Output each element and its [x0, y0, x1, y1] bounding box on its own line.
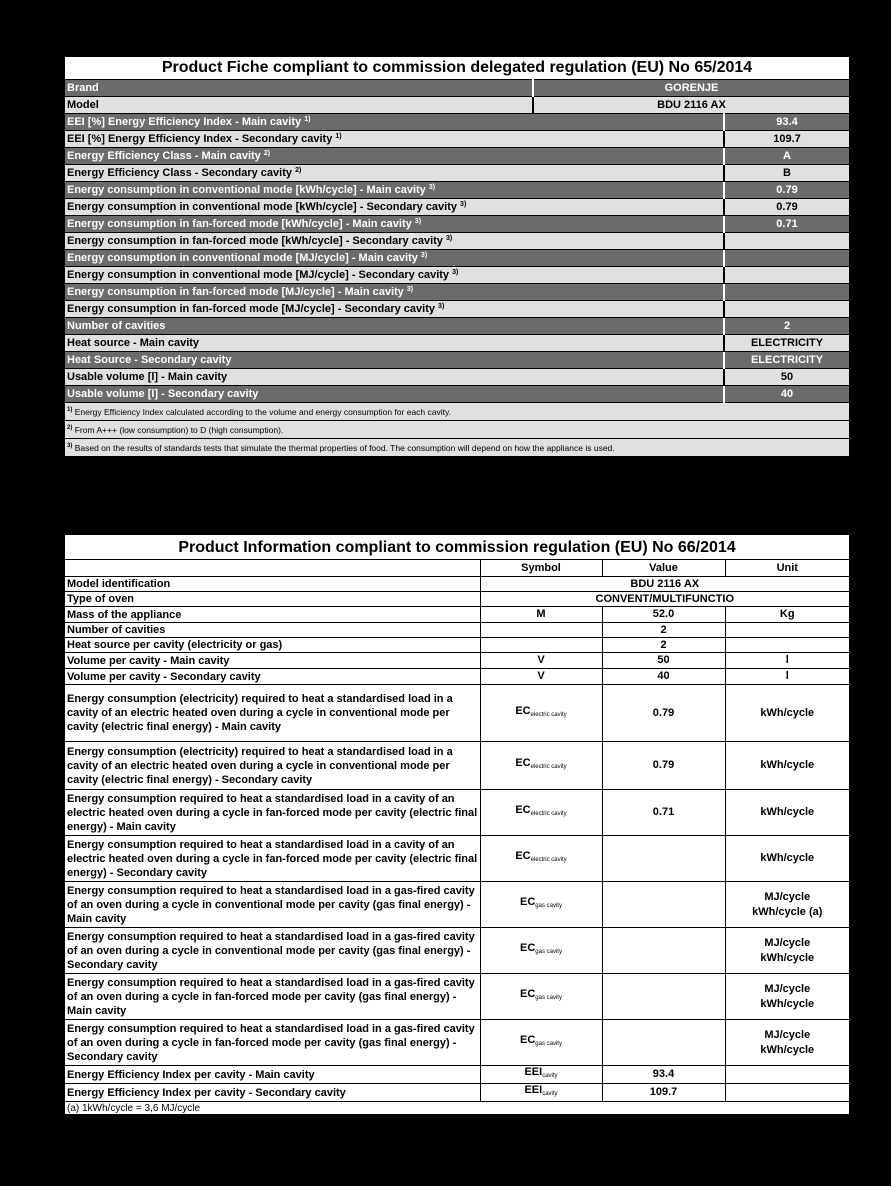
footnote-ref: 3): [420, 252, 428, 259]
fiche-row: [64, 182, 850, 199]
info-row-value: 2: [602, 623, 725, 638]
info-row-value: 109.7: [602, 1084, 725, 1102]
fiche-row-value: 0.71: [724, 216, 850, 233]
header-blank: [64, 560, 480, 577]
fiche-row-label-text: Energy Efficiency Class - Main cavity: [67, 150, 261, 162]
fiche-row-label-text: Energy consumption in fan-forced mode [kWh/cycle] - Secondary cavity: [67, 235, 443, 247]
footnote-ref: 3): [414, 218, 422, 225]
info-row-unit: kWh/cycle: [725, 790, 850, 836]
footnote-ref: 3): [460, 201, 467, 208]
info-row-value: 50: [602, 653, 725, 669]
fiche-row-value: [724, 233, 850, 250]
info-row-symbol: [480, 974, 602, 1020]
info-row-symbol: [480, 836, 602, 882]
fiche-row-label-text: Energy consumption in conventional mode [MJ/cycle] - Main cavity: [67, 252, 418, 264]
info-row-value: 0.79: [602, 742, 725, 790]
fiche-row-value: 93.4: [724, 114, 850, 131]
footnote-mark: 3): [67, 442, 73, 449]
fiche-row-value: ELECTRICITY: [724, 335, 850, 352]
info-row-value: [602, 1020, 725, 1066]
info-row-value: [602, 974, 725, 1020]
footnote-ref: 3): [428, 184, 436, 191]
fiche-row-label: [64, 335, 724, 352]
footnote-mark: 1): [67, 406, 73, 413]
fiche-row-value: ELECTRICITY: [724, 352, 850, 369]
fiche-row-value: 50: [724, 369, 850, 386]
fiche-row-label-text: Energy consumption in conventional mode [kWh/cycle] - Main cavity: [67, 184, 426, 196]
fiche-row-value: 40: [724, 386, 850, 403]
fiche-row-label: [64, 352, 724, 369]
fiche-row-label: [64, 233, 724, 250]
symbol-subscript: electric cavity: [530, 811, 567, 817]
footnote-ref: 3): [445, 235, 453, 242]
fiche-row-value: B: [724, 165, 850, 182]
footnote-row: [64, 403, 850, 421]
symbol-text: EC: [515, 757, 531, 769]
fiche-row-value: 0.79: [724, 182, 850, 199]
footnote-ref: 3): [452, 269, 459, 276]
info-row-unit: MJ/cycle kWh/cycle: [725, 1020, 850, 1066]
model-identification-label: Model identification: [64, 577, 480, 592]
fiche-row-label-text: Heat source - Main cavity: [67, 337, 200, 349]
info-row: [64, 974, 850, 1020]
footnote-ref: 2): [263, 150, 271, 157]
info-row-value: [602, 836, 725, 882]
fiche-row-value: [724, 250, 850, 267]
info-row-unit: Kg: [725, 607, 850, 623]
fiche-row-label-text: Usable volume [l] - Main cavity: [67, 371, 228, 383]
fiche-row-value: [724, 267, 850, 284]
model-identification-value: BDU 2116 AX: [480, 577, 850, 592]
fiche-row: [64, 148, 850, 165]
info-row-value: 0.71: [602, 790, 725, 836]
info-row-value: 40: [602, 669, 725, 685]
symbol-text: M: [536, 608, 546, 620]
fiche-row-label-text: Energy consumption in conventional mode [MJ/cycle] - Secondary cavity: [67, 269, 450, 281]
product-information-table: [63, 533, 851, 1116]
info-row-symbol: [480, 928, 602, 974]
info-row-symbol: [480, 638, 602, 653]
info-note: (a) 1kWh/cycle = 3,6 MJ/cycle: [64, 1102, 850, 1116]
fiche-row-label-text: Energy consumption in fan-forced mode [MJ/cycle] - Main cavity: [67, 286, 404, 298]
info-row-label: Volume per cavity - Main cavity: [64, 653, 480, 669]
type-of-oven-label: Type of oven: [64, 592, 480, 607]
info-row: [64, 685, 850, 742]
fiche-row-label-text: Energy consumption in fan-forced mode [MJ/cycle] - Secondary cavity: [67, 303, 435, 315]
info-row-symbol: [480, 685, 602, 742]
footnote: [64, 403, 850, 421]
info-title: Product Information compliant to commission regulation (EU) No 66/2014: [64, 534, 850, 560]
fiche-title: Product Fiche compliant to commission delegated regulation (EU) No 65/2014: [64, 56, 850, 80]
info-row: [64, 928, 850, 974]
info-row-label: Number of cavities: [64, 623, 480, 638]
fiche-row-value: A: [724, 148, 850, 165]
info-row-symbol: [480, 1020, 602, 1066]
info-row: [64, 1084, 850, 1102]
info-row-label: Energy consumption required to heat a standardised load in a gas-fired cavity of an oven during a cycle in fan-forced mode per cavity (gas final energy) - Secondary cavity: [64, 1020, 480, 1066]
fiche-row-label: [64, 386, 724, 403]
info-row-label: Energy consumption (electricity) required to heat a standardised load in a cavity of an electric heated oven during a cycle in conventional mode per cavity (electric final energy) - Main cavity: [64, 685, 480, 742]
symbol-subscript: cavity: [542, 1091, 558, 1097]
fiche-row: [64, 199, 850, 216]
info-row-label: Energy consumption required to heat a standardised load in a cavity of an electric heated oven during a cycle in fan-forced mode per cavity (electric final energy) - Secondary cavity: [64, 836, 480, 882]
symbol-text: EC: [515, 804, 531, 816]
symbol-subscript: electric cavity: [530, 764, 567, 770]
info-row: [64, 638, 850, 653]
fiche-row-value: [724, 284, 850, 301]
symbol-subscript: electric cavity: [530, 857, 567, 863]
info-row-label: Energy Efficiency Index per cavity - Secondary cavity: [64, 1084, 480, 1102]
info-row: [64, 623, 850, 638]
footnote-text: Based on the results of standards tests that simulate the thermal properties of food. The consumption will depend on how the appliance is used.: [74, 442, 615, 453]
info-row: [64, 669, 850, 685]
fiche-row: [64, 301, 850, 318]
info-row: [64, 1066, 850, 1084]
fiche-row: [64, 233, 850, 250]
symbol-text: EC: [515, 850, 531, 862]
info-row-value: 93.4: [602, 1066, 725, 1084]
fiche-row-label: [64, 182, 724, 199]
header-value: Value: [602, 560, 725, 577]
fiche-row-label-text: EEI [%] Energy Efficiency Index - Secondary cavity: [67, 133, 333, 145]
info-row-label: Energy consumption required to heat a standardised load in a gas-fired cavity of an oven during a cycle in fan-forced mode per cavity (gas final energy) - Main cavity: [64, 974, 480, 1020]
fiche-row-label: [64, 267, 724, 284]
fiche-row: [64, 284, 850, 301]
fiche-row-label-text: Energy consumption in conventional mode [kWh/cycle] - Secondary cavity: [67, 201, 457, 213]
fiche-row: [64, 250, 850, 267]
info-row-unit: MJ/cycle kWh/cycle: [725, 974, 850, 1020]
model-label: Model: [64, 97, 533, 114]
info-row-unit: l: [725, 669, 850, 685]
fiche-row: [64, 352, 850, 369]
footnote-ref: 1): [335, 133, 342, 140]
fiche-row-label: [64, 114, 724, 131]
fiche-row-label: [64, 131, 724, 148]
footnote-ref: 1): [304, 116, 311, 123]
type-of-oven-value: CONVENT/MULTIFUNCTIO: [480, 592, 850, 607]
info-row-symbol: [480, 607, 602, 623]
fiche-row-label: [64, 318, 724, 335]
footnote-ref: 2): [295, 167, 302, 174]
info-row: [64, 742, 850, 790]
info-row-label: Volume per cavity - Secondary cavity: [64, 669, 480, 685]
footnote: [64, 439, 850, 458]
brand-value: GORENJE: [533, 80, 850, 97]
fiche-row-label: [64, 250, 724, 267]
fiche-row: [64, 369, 850, 386]
info-row-symbol: [480, 742, 602, 790]
info-row-unit: kWh/cycle: [725, 685, 850, 742]
brand-label: Brand: [64, 80, 533, 97]
info-row-symbol: [480, 790, 602, 836]
footnote-text: From A+++ (low consumption) to D (high consumption).: [74, 424, 284, 435]
info-row: [64, 653, 850, 669]
fiche-row: [64, 165, 850, 182]
fiche-row: [64, 267, 850, 284]
symbol-text: V: [537, 654, 545, 666]
info-row-unit: l: [725, 653, 850, 669]
footnote-text: Energy Efficiency Index calculated according to the volume and energy consumption for each cavity.: [74, 406, 451, 417]
info-row-label: Heat source per cavity (electricity or gas): [64, 638, 480, 653]
symbol-subscript: gas cavity: [535, 903, 562, 909]
fiche-row-label-text: EEI [%] Energy Efficiency Index - Main cavity: [67, 116, 302, 128]
info-row-symbol: [480, 623, 602, 638]
symbol-text: EC: [515, 704, 531, 717]
fiche-row-label-text: Number of cavities: [67, 320, 166, 332]
symbol-text: EC: [520, 942, 536, 954]
info-row-unit: [725, 1066, 850, 1084]
fiche-row-value: [724, 301, 850, 318]
fiche-row-label: [64, 369, 724, 386]
info-row-symbol: [480, 653, 602, 669]
footnote-mark: 2): [67, 424, 73, 431]
fiche-row: [64, 216, 850, 233]
symbol-text: EC: [520, 896, 536, 908]
model-value: BDU 2116 AX: [533, 97, 850, 114]
info-row: [64, 882, 850, 928]
symbol-text: EC: [520, 1034, 536, 1046]
info-row-label: Energy consumption required to heat a standardised load in a gas-fired cavity of an oven during a cycle in conventional mode per cavity (gas final energy) - Main cavity: [64, 882, 480, 928]
fiche-row: [64, 318, 850, 335]
info-row-label: Energy Efficiency Index per cavity - Main cavity: [64, 1066, 480, 1084]
footnote-ref: 3): [438, 303, 445, 310]
info-row-value: [602, 882, 725, 928]
info-row-unit: MJ/cycle kWh/cycle (a): [725, 882, 850, 928]
info-row-label: Energy consumption required to heat a standardised load in a cavity of an electric heated oven during a cycle in fan-forced mode per cavity (electric final energy) - Main cavity: [64, 790, 480, 836]
info-row-unit: MJ/cycle kWh/cycle: [725, 928, 850, 974]
header-symbol: Symbol: [480, 560, 602, 577]
info-row-unit: [725, 1084, 850, 1102]
fiche-row-label: [64, 301, 724, 318]
info-row: [64, 790, 850, 836]
footnote-row: [64, 439, 850, 458]
fiche-row: [64, 131, 850, 148]
fiche-row-label-text: Energy Efficiency Class - Secondary cavity: [67, 167, 292, 179]
footnote-row: [64, 421, 850, 439]
fiche-row: [64, 386, 850, 403]
product-fiche-table: [63, 55, 851, 458]
fiche-row-label: [64, 165, 724, 182]
symbol-text: EEI: [524, 1066, 543, 1078]
info-row-label: Energy consumption (electricity) required to heat a standardised load in a cavity of an electric heated oven during a cycle in conventional mode per cavity (electric final energy) - Secondary cavity: [64, 742, 480, 790]
info-row-unit: kWh/cycle: [725, 836, 850, 882]
symbol-text: V: [537, 670, 545, 682]
info-row-symbol: [480, 1066, 602, 1084]
symbol-subscript: gas cavity: [535, 995, 562, 1001]
symbol-subscript: electric cavity: [530, 711, 567, 718]
fiche-row-label: [64, 199, 724, 216]
symbol-subscript: cavity: [542, 1073, 558, 1079]
fiche-row-value: 0.79: [724, 199, 850, 216]
info-row-value: 52.0: [602, 607, 725, 623]
info-row-symbol: [480, 669, 602, 685]
info-row-unit: [725, 638, 850, 653]
info-row-label: Energy consumption required to heat a standardised load in a gas-fired cavity of an oven during a cycle in conventional mode per cavity (gas final energy) - Secondary cavity: [64, 928, 480, 974]
fiche-row-label: [64, 216, 724, 233]
symbol-subscript: gas cavity: [535, 949, 562, 955]
fiche-row-value: 109.7: [724, 131, 850, 148]
info-row-value: 2: [602, 638, 725, 653]
info-row: [64, 1020, 850, 1066]
info-row: [64, 607, 850, 623]
symbol-text: EC: [520, 988, 536, 1000]
fiche-row-label: [64, 284, 724, 301]
info-row: [64, 836, 850, 882]
info-note-row: [64, 1102, 850, 1116]
info-row-value: [602, 928, 725, 974]
fiche-row: [64, 335, 850, 352]
fiche-row-value: 2: [724, 318, 850, 335]
fiche-row: [64, 114, 850, 131]
fiche-row-label-text: Usable volume [l] - Secondary cavity: [67, 388, 259, 400]
footnote: [64, 421, 850, 439]
symbol-subscript: gas cavity: [535, 1041, 562, 1047]
header-unit: Unit: [725, 560, 850, 577]
info-row-unit: [725, 623, 850, 638]
symbol-text: EEI: [524, 1084, 543, 1096]
fiche-row-label-text: Energy consumption in fan-forced mode [kWh/cycle] - Main cavity: [67, 218, 412, 230]
info-row-unit: kWh/cycle: [725, 742, 850, 790]
info-row-label: Mass of the appliance: [64, 607, 480, 623]
info-row-symbol: [480, 882, 602, 928]
footnote-ref: 3): [406, 286, 414, 293]
info-row-value: 0.79: [602, 685, 725, 742]
fiche-row-label-text: Heat Source - Secondary cavity: [67, 354, 232, 366]
info-row-symbol: [480, 1084, 602, 1102]
fiche-row-label: [64, 148, 724, 165]
